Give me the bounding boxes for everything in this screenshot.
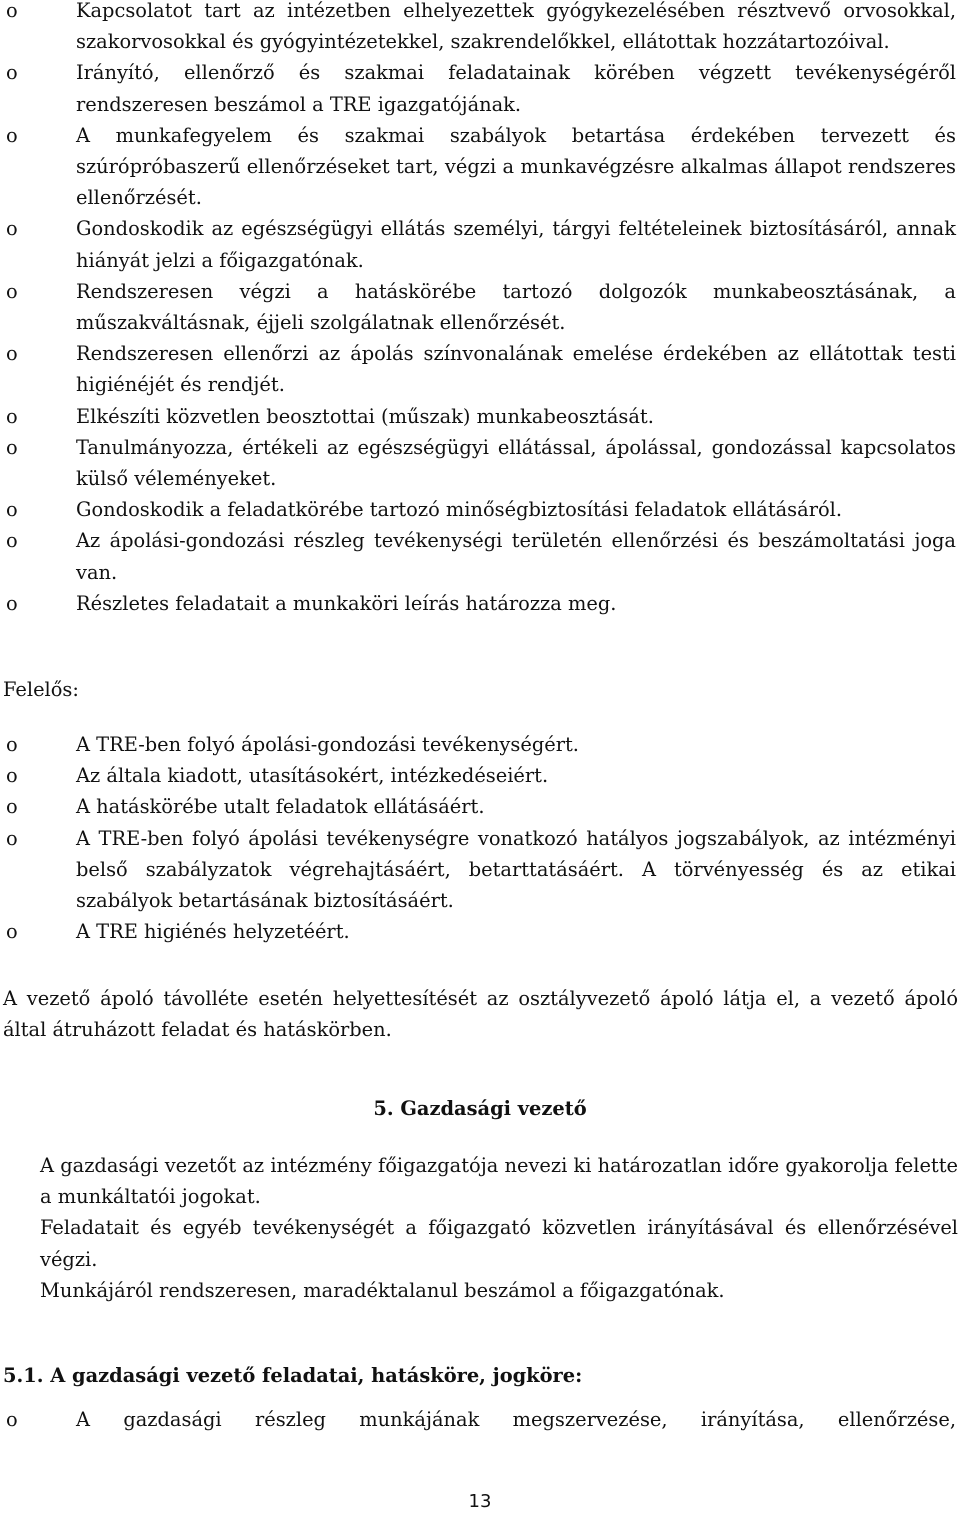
substitution-paragraph: A vezető ápoló távolléte esetén helyettesítését az osztályvezető ápoló látja el, a vezető ápoló által átruházott feladat és hatáskörben. (3, 987, 958, 1042)
bullet-icon: o (6, 279, 18, 303)
economic-duties-list (0, 1404, 958, 1435)
paragraph: A gazdasági vezetőt az intézmény főigazgatója nevezi ki határozatlan időre gyakorolja felette a munkáltatói jogokat. (40, 1154, 958, 1209)
paragraph: Feladatait és egyéb tevékenységét a főigazgató közvetlen irányításával és ellenőrzésével végzi. (40, 1216, 958, 1271)
list-item: o A hatáskörébe utalt feladatok ellátásáért. (0, 791, 958, 822)
list-item: o Irányító, ellenőrző és szakmai feladatainak körében végzett tevékenységéről rendszeresen beszámol a TRE igazgatójának. (0, 57, 958, 119)
list-item: o Kapcsolatot tart az intézetben elhelyezettek gyógykezelésében résztvevő orvosokkal, szakorvosokkal és gyógyintézetekkel, szakrendelőkkel, ellátottak hozzátartozóival. (0, 0, 958, 57)
bullet-icon: o (6, 435, 18, 459)
bullet-icon: o (6, 1408, 18, 1431)
bullet-icon: o (6, 826, 18, 850)
section-title: 5. Gazdasági vezető (373, 1097, 587, 1120)
list-item: o Elkészíti közvetlen beosztottai (műszak) munkabeosztását. (0, 401, 958, 432)
list-item: o Gondoskodik az egészségügyi ellátás személyi, tárgyi feltételeinek biztosításáról, annak hiányát jelzi a főigazgatónak. (0, 213, 958, 275)
list-item: o Gondoskodik a feladatkörébe tartozó minőségbiztosítási feladatok ellátásáról. (0, 494, 958, 525)
list-item: o A TRE higiénés helyzetéért. (0, 916, 958, 947)
bullet-icon: o (6, 591, 18, 615)
responsible-heading: Felelős: (3, 678, 79, 701)
bullet-icon: o (6, 529, 18, 553)
bullet-icon: o (6, 0, 18, 22)
bullet-icon: o (6, 733, 18, 756)
list-item: o Rendszeresen végzi a hatáskörébe tartozó dolgozók munkabeosztásának, a műszakváltásnak, éjjeli szolgálatnak ellenőrzését. (0, 276, 958, 338)
section-body (40, 1150, 958, 1306)
list-item: o Az ápolási-gondozási részleg tevékenységi területén ellenőrzési és beszámoltatási joga van. (0, 525, 958, 587)
subsection-title: 5.1. A gazdasági vezető feladatai, hatásköre, jogköre: (3, 1364, 583, 1387)
bullet-icon: o (6, 342, 18, 366)
paragraph: Munkájáról rendszeresen, maradéktalanul beszámol a főigazgatónak. (40, 1278, 725, 1302)
bullet-icon: o (6, 217, 18, 241)
bullet-icon: o (6, 498, 18, 522)
list-item: o A gazdasági részleg munkájának megszervezése, irányítása, ellenőrzése, (0, 1404, 958, 1435)
list-item: o A TRE-ben folyó ápolási-gondozási tevékenységért. (0, 729, 958, 760)
list-item: o A TRE-ben folyó ápolási tevékenységre vonatkozó hatályos jogszabályok, az intézményi belső szabályzatok végrehajtásáért, betarttatásáért. A törvényesség és az etikai szabályok betartásának biztosításáért. (0, 823, 958, 917)
bullet-icon: o (6, 123, 18, 147)
bullet-icon: o (6, 764, 18, 788)
list-item: o Tanulmányozza, értékeli az egészségügyi ellátással, ápolással, gondozással kapcsolatos külső véleményeket. (0, 432, 958, 494)
list-item: o Rendszeresen ellenőrzi az ápolás színvonalának emelése érdekében az ellátottak testi higiénéjét és rendjét. (0, 338, 958, 400)
bullet-icon: o (6, 795, 18, 819)
list-item: o A munkafegyelem és szakmai szabályok betartása érdekében tervezett és szúrópróbaszerű ellenőrzéseket tart, végzi a munkavégzésre alkalmas állapot rendszeres ellenőrzését. (0, 120, 958, 214)
duties-list (0, 0, 958, 619)
bullet-icon: o (6, 404, 18, 428)
list-item: o Az általa kiadott, utasításokért, intézkedéseiért. (0, 760, 958, 791)
bullet-icon: o (6, 61, 18, 85)
bullet-icon: o (6, 920, 18, 944)
list-item: o Részletes feladatait a munkaköri leírás határozza meg. (0, 588, 958, 619)
responsibilities-list (0, 729, 958, 947)
page-number: 13 (468, 1491, 492, 1512)
